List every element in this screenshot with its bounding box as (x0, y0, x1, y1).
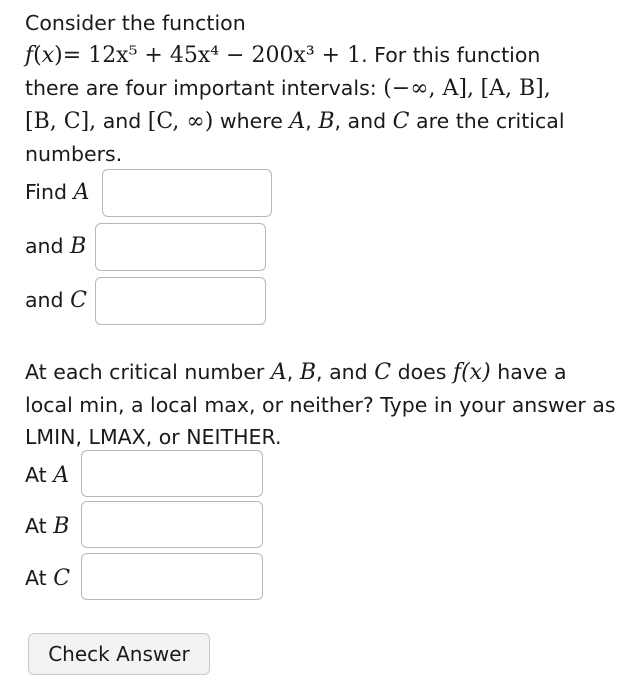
find-b-label (25, 231, 86, 261)
text-where: where (219, 109, 283, 133)
at-c-prefix: At (25, 566, 47, 590)
at-b-prefix: At (25, 514, 47, 538)
find-a-var: A (73, 180, 90, 205)
find-b-var: B (70, 234, 87, 259)
text-at-each: At each critical number (25, 360, 265, 384)
var-a: A (289, 109, 306, 134)
interval-1: (−∞, A], (383, 76, 474, 101)
text-comma-2: , (334, 109, 342, 133)
find-a-prefix: Find (25, 180, 68, 204)
function-name: f (25, 43, 34, 68)
answer-a-input[interactable] (103, 170, 271, 216)
function-open-paren: ( (33, 43, 42, 68)
at-a-var: A (53, 463, 70, 488)
interval-3: [B, C], (25, 109, 97, 134)
at-c-var: C (53, 566, 71, 591)
text-numbers: numbers. (25, 142, 123, 166)
classify-function-ref: f(x) (452, 360, 491, 385)
var-b: B (318, 109, 335, 134)
function-close-paren: ) (54, 43, 63, 68)
text-critical: are the critical (416, 109, 565, 133)
classify-rest-text: have a local min, a local max, or neither? Type in your answer as LMIN, LMAX, or NEITHER. (25, 360, 616, 449)
classify-comma-2: , (316, 360, 323, 384)
text-intervals-lead: there are four important intervals: (25, 76, 377, 100)
classify-b-input[interactable] (82, 502, 262, 547)
text-and-2: and (347, 109, 387, 133)
function-expression: = 12x⁵ + 45x⁴ − 200x³ + 1 (62, 43, 362, 68)
at-b-var: B (53, 514, 70, 539)
find-c-prefix: and (25, 288, 64, 312)
classify-var-c: C (374, 360, 392, 385)
at-a-prefix: At (25, 463, 47, 487)
find-b-prefix: and (25, 234, 64, 258)
classify-text-and: and (329, 360, 368, 384)
classify-c-input[interactable] (82, 554, 262, 599)
at-b-label (25, 511, 69, 541)
classify-var-a: A (270, 360, 287, 385)
find-c-var: C (70, 288, 87, 313)
find-c-label (25, 285, 87, 315)
intro-text: Consider the function (25, 11, 246, 35)
text-does: does (397, 360, 447, 384)
answer-b-box (95, 223, 266, 271)
interval-2: [A, B], (480, 76, 551, 101)
at-a-label (25, 460, 69, 490)
answer-a-box (102, 169, 272, 217)
text-and: and (102, 109, 142, 133)
interval-4: [C, ∞) (147, 109, 214, 134)
classify-a-box (81, 450, 263, 497)
classify-c-box (81, 553, 263, 600)
answer-c-box (95, 277, 266, 325)
classify-var-b: B (299, 360, 317, 385)
classify-a-input[interactable] (82, 451, 262, 496)
function-variable: x (41, 43, 55, 68)
text-for-this-function: . For this function (361, 43, 541, 67)
classify-question (25, 356, 620, 453)
classify-b-box (81, 501, 263, 548)
var-c: C (392, 109, 410, 134)
at-c-label (25, 563, 70, 593)
text-comma: , (305, 109, 312, 133)
answer-c-input[interactable] (96, 278, 265, 324)
answer-b-input[interactable] (96, 224, 265, 270)
classify-comma: , (286, 360, 294, 384)
find-a-label (25, 177, 89, 207)
check-answer-button[interactable]: Check Answer (28, 633, 210, 675)
problem-statement (25, 7, 620, 170)
